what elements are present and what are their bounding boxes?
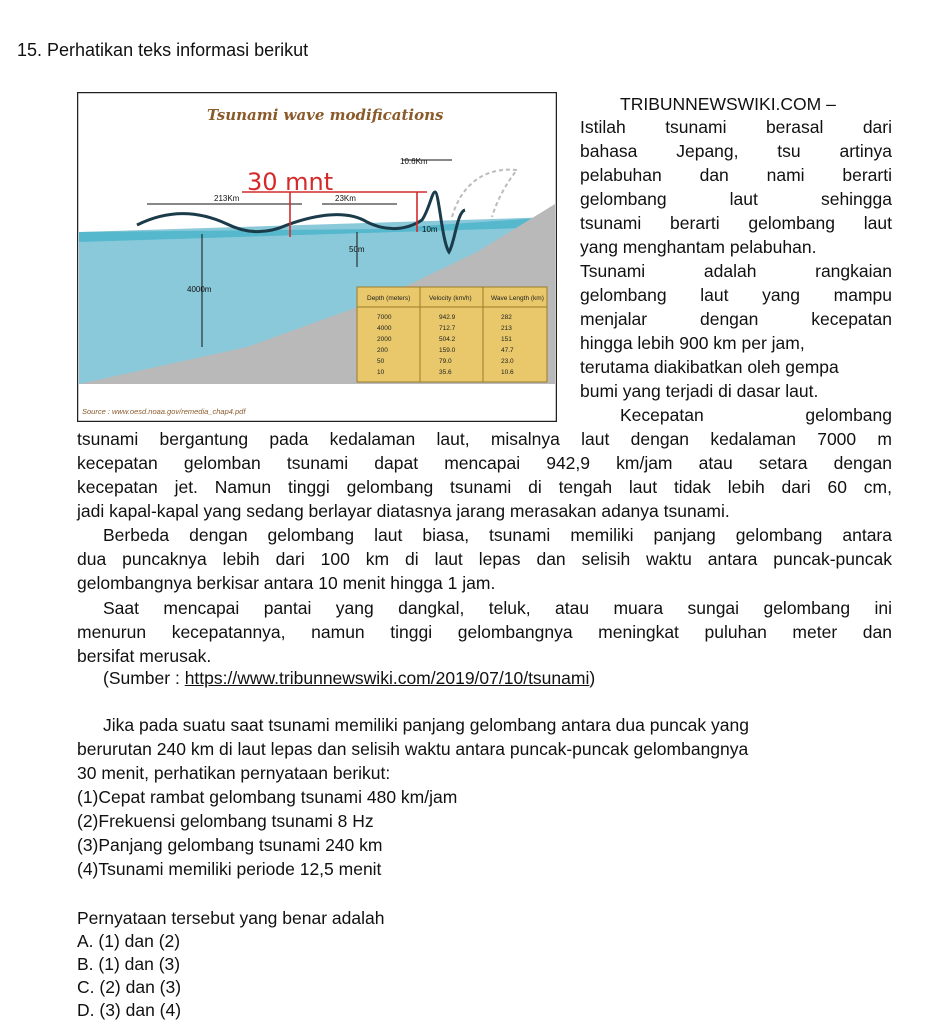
- problem-line: Jika pada suatu saat tsunami memiliki panjang gelombang antara dua puncak yang: [103, 715, 749, 735]
- side-line: Tsunami adalah rangkaian: [580, 261, 892, 281]
- paragraph-line: tsunami bergantung pada kedalaman laut, misalnya laut dengan kedalaman 7000 m: [77, 429, 892, 449]
- figure-title: Tsunami wave modifications: [207, 106, 444, 124]
- paragraph-line: dua puncaknya lebih dari 100 km di laut lepas dan selisih waktu antara puncak-puncak: [77, 549, 892, 569]
- table-header: Velocity (km/h): [429, 295, 472, 302]
- table-cell: 10: [377, 369, 385, 376]
- paragraph-line: bersifat merusak.: [77, 646, 212, 666]
- answer-option[interactable]: B. (1) dan (3): [77, 954, 181, 974]
- table-cell: 151: [501, 336, 512, 343]
- table-cell: 2000: [377, 336, 392, 343]
- side-line: bumi yang terjadi di dasar laut.: [580, 381, 819, 401]
- side-line: yang menghantam pelabuhan.: [580, 237, 817, 257]
- tsunami-figure: [77, 92, 557, 422]
- table-header: Wave Length (km): [491, 295, 544, 302]
- table-cell: 47.7: [501, 347, 514, 354]
- table-cell: 504.2: [439, 336, 456, 343]
- table-cell: 213: [501, 325, 512, 332]
- table-cell: 7000: [377, 314, 392, 321]
- side-line: gelombang laut yang mampu: [580, 285, 892, 305]
- tsunami-diagram: [77, 92, 557, 422]
- label-10m: 10m: [422, 225, 438, 234]
- side-line: tsunami berarti gelombang laut: [580, 213, 892, 233]
- statement-item: (2)Frekuensi gelombang tsunami 8 Hz: [77, 811, 374, 831]
- paragraph-line: jadi kapal-kapal yang sedang berlayar diatasnya jarang merasakan adanya tsunami.: [77, 501, 730, 521]
- label-213km: 213Km: [214, 194, 240, 203]
- side-line: terutama diakibatkan oleh gempa: [580, 357, 839, 377]
- paragraph-line: Berbeda dengan gelombang laut biasa, tsunami memiliki panjang gelombang antara: [103, 525, 892, 545]
- side-line: TRIBUNNEWSWIKI.COM –: [620, 94, 836, 114]
- figure-source: Source : www.oesd.noaa.gov/remedia_chap4.pdf: [82, 407, 246, 416]
- table-cell: 942.9: [439, 314, 456, 321]
- answer-option[interactable]: C. (2) dan (3): [77, 977, 182, 997]
- handwritten-note: 30 mnt: [247, 168, 334, 196]
- label-50m: 50m: [349, 245, 365, 254]
- label-23km: 23Km: [335, 194, 356, 203]
- problem-line: berurutan 240 km di laut lepas dan selisih waktu antara puncak-puncak gelombangnya: [77, 739, 749, 759]
- table-cell: 159.0: [439, 347, 456, 354]
- statement-item: (4)Tsunami memiliki periode 12,5 menit: [77, 859, 382, 879]
- paragraph-line: menurun kecepatannya, namun tinggi gelombangnya meningkat puluhan meter dan: [77, 622, 892, 642]
- side-line: pelabuhan dan nami berarti: [580, 165, 892, 185]
- answer-prompt: Pernyataan tersebut yang benar adalah: [77, 908, 385, 928]
- table-cell: 4000: [377, 325, 392, 332]
- statement-item: (3)Panjang gelombang tsunami 240 km: [77, 835, 383, 855]
- table-cell: 23.0: [501, 358, 514, 365]
- table-cell: 35.6: [439, 369, 452, 376]
- table-cell: 282: [501, 314, 512, 321]
- statement-item: (1)Cepat rambat gelombang tsunami 480 km/jam: [77, 787, 458, 807]
- source-prefix: (Sumber :: [103, 668, 185, 688]
- source-link[interactable]: https://www.tribunnewswiki.com/2019/07/10/tsunami: [184, 668, 590, 688]
- table-cell: 200: [377, 347, 388, 354]
- table-cell: 79.0: [439, 358, 452, 365]
- side-line: hingga lebih 900 km per jam,: [580, 333, 805, 353]
- paragraph-line: kecepatan gelomban tsunami dapat mencapai 942,9 km/jam atau setara dengan: [77, 453, 892, 473]
- table-header: Depth (meters): [367, 295, 411, 302]
- paragraph-line: Saat mencapai pantai yang dangkal, teluk, atau muara sungai gelombang ini: [103, 598, 892, 618]
- question-title: 15. Perhatikan teks informasi berikut: [17, 40, 309, 60]
- table-cell: 10.6: [501, 369, 514, 376]
- problem-line: 30 menit, perhatikan pernyataan berikut:: [77, 763, 391, 783]
- paragraph-line: gelombangnya berkisar antara 10 menit hingga 1 jam.: [77, 573, 496, 593]
- table-cell: 50: [377, 358, 385, 365]
- paragraph-line: kecepatan jet. Namun tinggi gelombang tsunami di tengah laut tidak lebih dari 60 cm,: [77, 477, 892, 497]
- answer-option[interactable]: A. (1) dan (2): [77, 931, 181, 951]
- side-line: gelombang laut sehingga: [580, 189, 892, 209]
- label-4000m: 4000m: [187, 285, 212, 294]
- answer-option[interactable]: D. (3) dan (4): [77, 1000, 182, 1020]
- side-line: menjalar dengan kecepatan: [580, 309, 892, 329]
- table-cell: 712.7: [439, 325, 456, 332]
- source-line: [103, 666, 918, 690]
- side-line: bahasa Jepang, tsu artinya: [580, 141, 892, 161]
- side-line: Istilah tsunami berasal dari: [580, 117, 892, 137]
- side-line: Kecepatan gelombang: [620, 405, 892, 425]
- label-wavelength: 10.6Km: [400, 157, 428, 166]
- source-suffix: ): [589, 668, 596, 688]
